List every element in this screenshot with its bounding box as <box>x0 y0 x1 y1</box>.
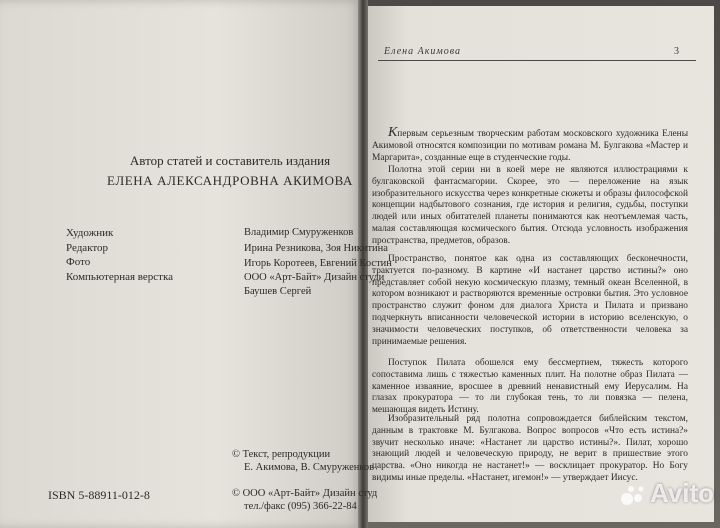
author-heading: Автор статей и составитель издания <box>129 153 331 168</box>
paragraph: Поступок Пилата обошелся ему бессмертием, тяжесть которого сопоставима лишь с тяжестью каменных плит. На полотне образ Пилата — каменное изваяние, вросшее в древний ненавистный ему Иерусалим. На глазах прокуратора — то ли глубокая тень, то ли повязка — пелена, мешающая видеть Истину. <box>372 358 688 416</box>
running-head: Елена Акимова <box>384 46 462 57</box>
page-number: 3 <box>674 46 679 57</box>
credit-person: Игорь Коротеев, Евгений Костин <box>244 258 392 269</box>
copyright-line: Е. Акимова, В. Смуруженков <box>244 462 375 473</box>
credit-person: Ирина Резникова, Зоя Никитина <box>244 243 388 254</box>
paragraph: Изобразительный ряд полотна сопровождается библейским текстом, данным в трактовке М. Булгакова. Вопрос вопросов «Что есть истина?» звучит несколько иначе: «Настанет ли царство истины?». Пилат, хорошо знающий людей и человеческую природу, не верит в пришествие этого царства. «Оно никогда не настанет!» — восклицает прокуратор. Но Богу видимы иные пределы. «Настанет, игемон!» — утверждает Иисус. <box>372 414 688 483</box>
isbn-number: ISBN 5-88911-012-8 <box>48 488 150 502</box>
publisher-line: © ООО «Арт-Байт» Дизайн студ <box>232 488 378 499</box>
avito-logo-icon <box>620 484 646 506</box>
role-label: Фото <box>66 256 91 268</box>
author-name: ЕЛЕНА АЛЕКСАНДРОВНА АКИМОВА <box>106 173 354 188</box>
publisher-contact: тел./факс (095) 366-22-84 <box>244 501 357 512</box>
copyright-line: © Текст, репродукции <box>232 449 331 460</box>
paragraph: Пространство, понятое как одна из составляющих бесконечности, трактуется по-разному. В картине «И настанет царство истины?» оно представляет собой некую космическую плазму, темный океан Вселенной, в котором возникают и растворяются временные островки бытия. Это условное пространство служит фоном для диалога Христа и Пилата и призвано подчеркнуть вписанности человеческой истории в историю вселенскую, о значимости человеческих поступков, об ответственности человека за принимаемые решения. <box>372 254 688 347</box>
credit-person: Владимир Смуруженков <box>244 227 354 238</box>
avito-watermark <box>620 478 714 509</box>
watermark-text: Avito <box>650 478 715 508</box>
credit-person: ООО «Арт-Байт» Дизайн студи <box>244 272 385 283</box>
role-label: Художник <box>66 227 114 239</box>
drop-cap: К <box>388 125 398 140</box>
paragraph: Кпервым серьезным творческим работам московского художника Елены Акимовой относятся композиции по мотивам романа М. Булгакова «Мастер и Маргарита», созданные еще в студенческие годы. <box>372 125 688 163</box>
role-label: Компьютерная верстка <box>66 271 174 283</box>
credit-person: Баушев Сергей <box>244 286 312 297</box>
header-rule <box>378 60 696 61</box>
role-label: Редактор <box>66 242 109 254</box>
paragraph: Полотна этой серии ни в коей мере не являются иллюстрациями к булгаковской фантасмагории. Скорее, это — переложение на язык изобразительного искусства через конкретные сюжеты и образы философской концепции надбытового сознания, где история и религия, судьбы, поступки людей или иных обитателей планеты понимаются как неотъемлемая часть, малая составляющая космического бытия. Отсюда условность изображения пространства, предметов, образов. <box>372 165 688 246</box>
